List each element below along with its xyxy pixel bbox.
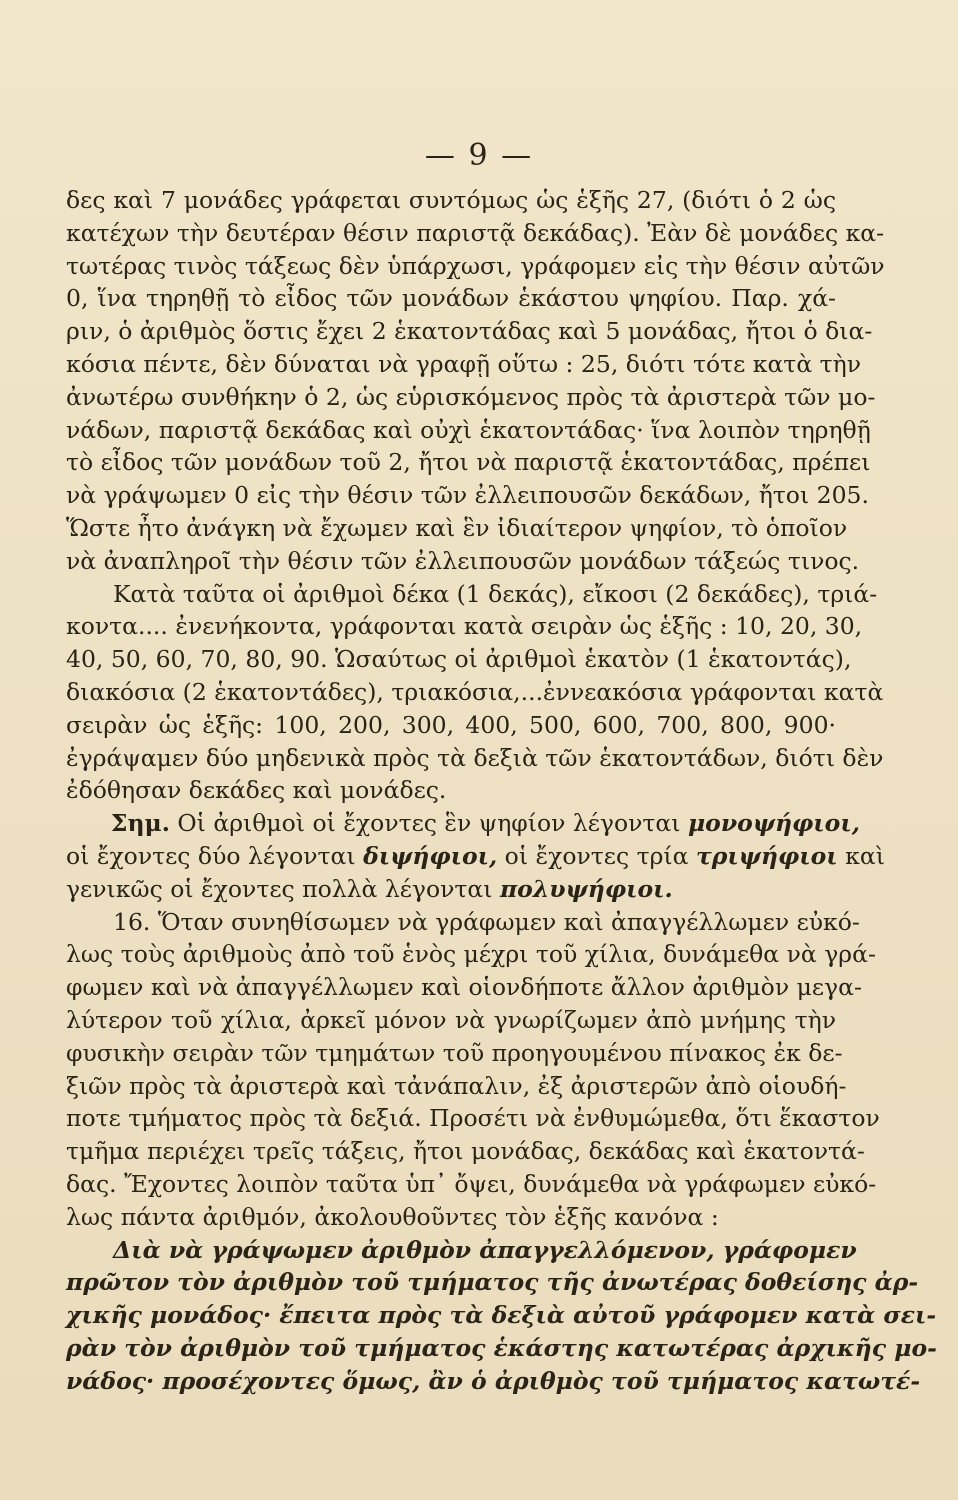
text-line: 0, ἵνα τηρηθῇ τὸ εἶδος τῶν μονάδων ἑκάστου ψηφίου. Παρ. χά- <box>66 284 836 313</box>
term-dipsifioi: διψήφιοι, <box>363 841 498 870</box>
text-line: κατέχων τὴν δευτέραν θέσιν παριστᾷ δεκάδας). Ἐὰν δὲ μονάδες κα- <box>66 218 885 247</box>
text-line: φυσικὴν σειρὰν τῶν τμημάτων τοῦ προηγουμένου πίνακος ἐκ δε- <box>66 1038 843 1067</box>
text-line: τμῆμα περιέχει τρεῖς τάξεις, ἤτοι μονάδας, δεκάδας καὶ ἑκατοντά- <box>66 1137 865 1166</box>
text-line: δες καὶ 7 μονάδες γράφεται συντόμως ὡς ἑξῆς 27, (διότι ὁ 2 ὡς <box>66 186 836 214</box>
note-label: Σημ. <box>110 809 170 838</box>
term-monopsifioi: μονοψήφιοι, <box>687 809 860 838</box>
text-line: ρὰν τὸν ἀριθμὸν τοῦ τμήματος ἑκάστης κατωτέρας ἀρχικῆς μο- <box>66 1333 937 1362</box>
note-text-3: οἱ ἔχοντες τρία <box>497 841 696 870</box>
text-line: λύτερον τοῦ χίλια, ἀρκεῖ μόνον νὰ γνωρίζωμεν ἀπὸ μνήμης τὴν <box>66 1005 836 1034</box>
note-text-2: οἱ ἔχοντες δύο λέγονται <box>66 841 364 870</box>
text-line: χικῆς μονάδος· ἔπειτα πρὸς τὰ δεξιὰ αὐτοῦ γράφομεν κατὰ σει- <box>66 1301 937 1330</box>
paragraph-main <box>66 184 885 807</box>
text-line: σειρὰν ὡς ἑξῆς: 100, 200, 300, 400, 500, 600, 700, 800, 900· <box>66 710 836 739</box>
text-line: Ὥστε ἦτο ἀνάγκη νὰ ἔχωμεν καὶ ἓν ἰδιαίτερον ψηφίον, τὸ ὁποῖον <box>66 513 848 542</box>
rule-paragraph <box>66 1234 937 1398</box>
term-polypsifioi: πολυψήφιοι. <box>499 874 673 903</box>
text-line: νὰ γράψωμεν 0 εἰς τὴν θέσιν τῶν ἐλλειπουσῶν δεκάδων, ἤτοι 205. <box>66 481 869 510</box>
text-line: πρῶτον τὸν ἀριθμὸν τοῦ τμήματος τῆς ἀνωτέρας δοθείσης ἀρ- <box>66 1268 919 1297</box>
text-line: λως πάντα ἀριθμόν, ἀκολουθοῦντες τὸν ἑξῆς κανόνα : <box>66 1202 719 1231</box>
text-line: 40, 50, 60, 70, 80, 90. Ὡσαύτως οἱ ἀριθμοὶ ἑκατὸν (1 ἑκατοντάς), <box>66 645 852 674</box>
text-line: ριν, ὁ ἀριθμὸς ὅστις ἔχει 2 ἑκατοντάδας καὶ 5 μονάδας, ἤτοι ὁ δια- <box>66 317 873 346</box>
text-line: ἐδόθησαν δεκάδες καὶ μονάδες. <box>66 776 447 805</box>
text-line: 16. Ὅταν συνηθίσωμεν νὰ γράφωμεν καὶ ἀπαγγέλλωμεν εὐκό- <box>66 907 860 936</box>
note-text-1: Οἱ ἀριθμοὶ οἱ ἔχοντες ἓν ψηφίον λέγονται <box>169 809 688 838</box>
text-line: ποτε τμήματος πρὸς τὰ δεξιά. Προσέτι νὰ ἐνθυμώμεθα, ὅτι ἕκαστον <box>66 1104 880 1133</box>
text-line: κόσια πέντε, δὲν δύναται νὰ γραφῇ οὕτω : 25, διότι τότε κατὰ τὴν <box>66 349 862 378</box>
body-text <box>66 184 937 1397</box>
term-tripsifioi: τριψήφιοι <box>695 841 838 870</box>
note-paragraph: ​ Σημ. Οἱ ἀριθμοὶ οἱ ἔχοντες ἓν ψηφίον λέγονται μονοψήφιοι, οἱ ἔχοντες δύο λέγονται διψήφιοι, οἱ ἔχοντες τρία τριψήφιοι καὶ γενικῶς οἱ ἔχοντες πολλὰ λέγονται πολυψήφιοι. <box>66 809 885 903</box>
text-line: φωμεν καὶ νὰ ἀπαγγέλλωμεν καὶ οἱονδήποτε ἄλλον ἀριθμὸν μεγα- <box>66 973 862 1002</box>
text-line: νάδων, παριστᾷ δεκάδας καὶ οὐχὶ ἑκατοντάδας· ἵνα λοιπὸν τηρηθῇ <box>66 415 871 444</box>
text-line: ἐγράψαμεν δύο μηδενικὰ πρὸς τὰ δεξιὰ τῶν ἑκατοντάδων, διότι δὲν <box>66 743 884 772</box>
paragraph-16 <box>66 906 880 1234</box>
note-text-4: καὶ <box>837 841 885 870</box>
note-text-5: γενικῶς οἱ ἔχοντες πολλὰ λέγονται <box>66 874 500 903</box>
text-line: διακόσια (2 ἑκατοντάδες), τριακόσια,...ἐννεακόσια γράφονται κατὰ <box>66 677 884 706</box>
text-line: τὸ εἶδος τῶν μονάδων τοῦ 2, ἤτοι νὰ παριστᾷ ἑκατοντάδας, πρέπει <box>66 448 871 477</box>
text-line: νὰ ἀναπληροῖ τὴν θέσιν τῶν ἐλλειπουσῶν μονάδων τάξεώς τινος. <box>66 546 860 575</box>
page-number: — 9 — <box>424 138 534 173</box>
text-line: λως τοὺς ἀριθμοὺς ἀπὸ τοῦ ἑνὸς μέχρι τοῦ χίλια, δυνάμεθα νὰ γρά- <box>66 940 876 969</box>
text-line: Διὰ νὰ γράψωμεν ἀριθμὸν ἀπαγγελλόμενον, γράφομεν <box>66 1235 857 1264</box>
text-line: κοντα.... ἐνενήκοντα, γράφονται κατὰ σειρὰν ὡς ἑξῆς : 10, 20, 30, <box>66 612 863 641</box>
text-line: τωτέρας τινὸς τάξεως δὲν ὑπάρχωσι, γράφομεν εἰς τὴν θέσιν αὐτῶν <box>66 251 885 280</box>
text-line: ξιῶν πρὸς τὰ ἀριστερὰ καὶ τἀνάπαλιν, ἐξ ἀριστερῶν ἀπὸ οἱουδή- <box>66 1071 847 1100</box>
text-line: δας. Ἔχοντες λοιπὸν ταῦτα ὑπ᾽ ὄψει, δυνάμεθα νὰ γράφωμεν εὐκό- <box>66 1169 877 1198</box>
text-line: ἀνωτέρω συνθήκην ὁ 2, ὡς εὑρισκόμενος πρὸς τὰ ἀριστερὰ τῶν μο- <box>66 382 876 411</box>
text-line: νάδος· προσέχοντες ὅμως, ἂν ὁ ἀριθμὸς τοῦ τμήματος κατωτέ- <box>66 1366 921 1395</box>
text-line: Κατὰ ταῦτα οἱ ἀριθμοὶ δέκα (1 δεκάς), εἴκοσι (2 δεκάδες), τριά- <box>66 579 878 608</box>
